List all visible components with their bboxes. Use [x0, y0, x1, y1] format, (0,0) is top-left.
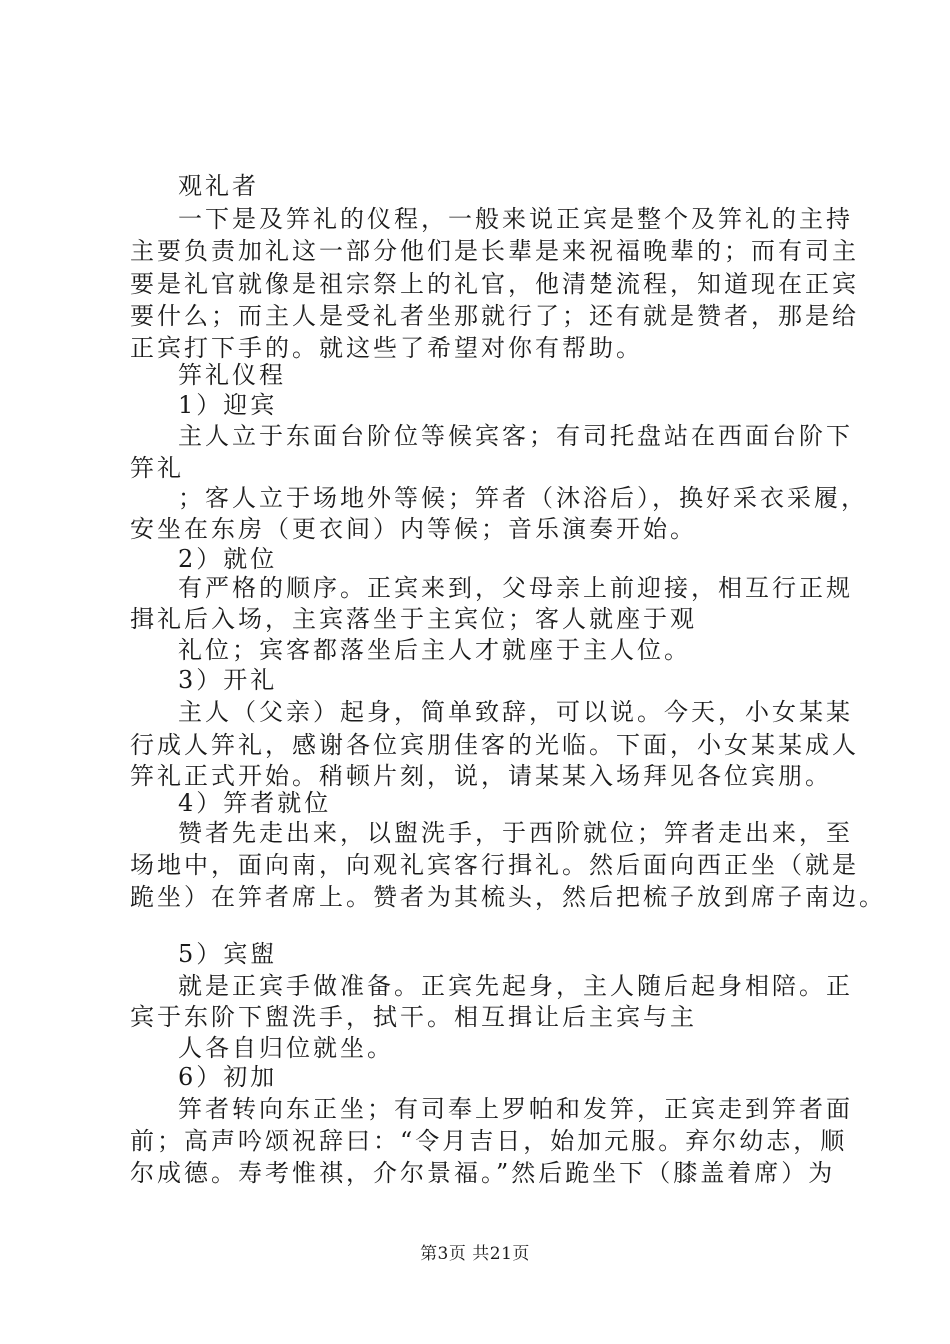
text-line: ；客人立于场地外等候；笄者（沐浴后），换好采衣采履， [178, 484, 868, 512]
text-line: 安坐在东房（更衣间）内等候；音乐演奏开始。 [130, 515, 697, 543]
page-footer: 第3页 共21页 [420, 1244, 530, 1264]
text-line: 尔成德。寿考惟祺，介尔景福。”然后跪坐下（膝盖着席）为 [130, 1159, 836, 1187]
section-heading: 笄礼仪程 [178, 361, 286, 389]
text-line: 行成人笄礼，感谢各位宾朋佳客的光临。下面，小女某某成人 [130, 731, 859, 759]
section-heading: 2）就位 [178, 545, 278, 573]
section-heading: 1）迎宾 [178, 391, 278, 419]
text-line: 笄礼 [130, 454, 184, 482]
text-line: 正宾打下手的。就这些了希望对你有帮助。 [130, 334, 643, 362]
section-heading: 5）宾盥 [178, 940, 278, 968]
text-line: 主人立于东面台阶位等候宾客；有司托盘站在西面台阶下 [178, 422, 853, 450]
text-line: 场地中，面向南，向观礼宾客行揖礼。然后面向西正坐（就是 [130, 851, 859, 879]
text-line: 跪坐）在笄者席上。赞者为其梳头，然后把梳子放到席子南边。 [130, 883, 886, 911]
text-line: 笄者转向东正坐；有司奉上罗帕和发笄，正宾走到笄者面 [178, 1095, 853, 1123]
text-line: 就是正宾手做准备。正宾先起身，主人随后起身相陪。正 [178, 972, 853, 1000]
text-line: 揖礼后入场，主宾落坐于主宾位；客人就座于观 [130, 605, 697, 633]
text-line: 要什么；而主人是受礼者坐那就行了；还有就是赞者，那是给 [130, 302, 859, 330]
text-line: 要是礼官就像是祖宗祭上的礼官，他清楚流程，知道现在正宾 [130, 270, 859, 298]
text-line: 有严格的顺序。正宾来到，父母亲上前迎接，相互行正规 [178, 574, 853, 602]
text-line: 人各自归位就坐。 [178, 1034, 394, 1062]
text-line: 主人（父亲）起身，简单致辞，可以说。今天，小女某某 [178, 698, 853, 726]
section-heading: 4）笄者就位 [178, 789, 332, 817]
section-heading: 6）初加 [178, 1063, 278, 1091]
text-line: 礼位；宾客都落坐后主人才就座于主人位。 [178, 636, 691, 664]
text-line: 主要负责加礼这一部分他们是长辈是来祝福晚辈的；而有司主 [130, 237, 859, 265]
section-heading: 3）开礼 [178, 666, 278, 694]
text-line: 前；高声吟颂祝辞曰：“令月吉日，始加元服。弃尔幼志，顺 [130, 1127, 848, 1155]
text-line: 赞者先走出来，以盥洗手，于西阶就位；笄者走出来，至 [178, 819, 853, 847]
text-line: 宾于东阶下盥洗手，拭干。相互揖让后主宾与主 [130, 1003, 697, 1031]
text-line: 观礼者 [178, 172, 259, 200]
text-line: 一下是及笄礼的仪程，一般来说正宾是整个及笄礼的主持 [178, 205, 853, 233]
text-line: 笄礼正式开始。稍顿片刻，说，请某某入场拜见各位宾朋。 [130, 762, 832, 790]
